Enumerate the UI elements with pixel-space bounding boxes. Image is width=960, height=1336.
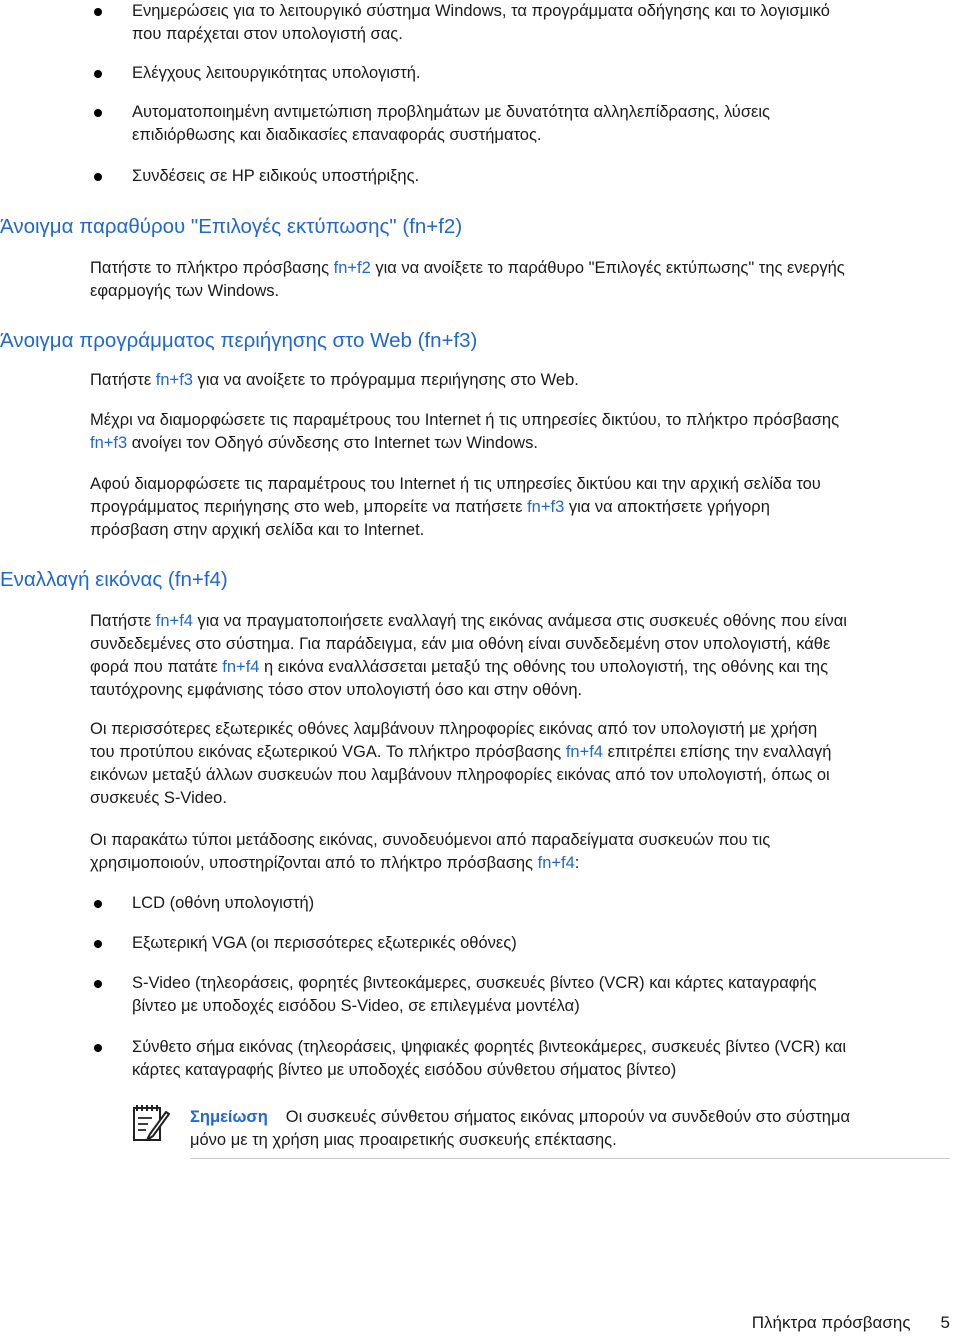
list-item: Συνδέσεις σε HP ειδικούς υποστήριξης. <box>0 165 960 188</box>
list-item: Ενημερώσεις για το λειτουργικό σύστημα Windows, τα προγράμματα οδήγησης και το λογισμικό που παρέχεται στον υπολογιστή σας. <box>0 0 960 46</box>
bullet-icon <box>94 1044 102 1052</box>
note-box <box>132 1100 954 1162</box>
key-combo: fn+f4 <box>565 743 603 761</box>
key-combo: fn+f3 <box>155 371 193 389</box>
paragraph: Πατήστε το πλήκτρο πρόσβασης fn+f2 για να ανοίξετε το παράθυρο "Επιλογές εκτύπωσης" της ενεργής εφαρμογής των Windows. <box>90 259 845 300</box>
key-combo: fn+f2 <box>333 259 371 277</box>
list-item: Εξωτερική VGA (οι περισσότερες εξωτερικές οθόνες) <box>0 932 960 955</box>
section-heading-print-options: Άνοιγμα παραθύρου "Επιλογές εκτύπωσης" (fn+f2) <box>0 215 463 238</box>
bullet-icon <box>94 8 102 16</box>
bullet-icon <box>94 173 102 181</box>
list-item: Αυτοματοποιημένη αντιμετώπιση προβλημάτων με δυνατότητα αλληλεπίδρασης, λύσεις επιδιόρθωσης και διαδικασίες επαναφοράς συστήματος. <box>0 101 960 147</box>
note-text: Σημείωση Οι συσκευές σύνθετου σήματος εικόνας μπορούν να συνδεθούν στο σύστημα μόνο με τη χρήση μιας προαιρετικής συσκευής επέκτασης. <box>190 1106 950 1159</box>
page-footer <box>752 1311 950 1334</box>
bullet-icon <box>94 70 102 78</box>
key-combo: fn+f4 <box>222 658 260 676</box>
paragraph: Οι παρακάτω τύποι μετάδοσης εικόνας, συνοδευόμενοι από παραδείγματα συσκευών που τις χρησιμοποιούν, υποστηρίζονται από το πλήκτρο πρόσβασης fn+f4: <box>90 831 771 872</box>
section-heading-display-switch: Εναλλαγή εικόνας (fn+f4) <box>0 568 228 591</box>
note-label: Σημείωση <box>190 1108 268 1126</box>
list-item: LCD (οθόνη υπολογιστή) <box>0 892 960 915</box>
key-combo: fn+f3 <box>527 498 565 516</box>
key-combo: fn+f3 <box>90 434 128 452</box>
key-combo: fn+f4 <box>155 612 193 630</box>
paragraph: Μέχρι να διαμορφώσετε τις παραμέτρους του Internet ή τις υπηρεσίες δικτύου, το πλήκτρο πρόσβασης fn+f3 ανοίγει τον Οδηγό σύνδεσης στο Internet των Windows. <box>90 411 840 452</box>
bullet-icon <box>94 940 102 948</box>
list-item: Ελέγχους λειτουργικότητας υπολογιστή. <box>0 62 960 85</box>
section-heading-web-browser: Άνοιγμα προγράμματος περιήγησης στο Web (fn+f3) <box>0 329 478 352</box>
key-combo: fn+f4 <box>537 854 575 872</box>
paragraph: Πατήστε fn+f3 για να ανοίξετε το πρόγραμμα περιήγησης στο Web. <box>90 371 579 389</box>
bullet-icon <box>94 900 102 908</box>
paragraph: Πατήστε fn+f4 για να πραγματοποιήσετε εναλλαγή της εικόνας ανάμεσα στις συσκευές οθόνης που είναι συνδεδεμένες στο σύστημα. Για παράδειγμα, εάν μια οθόνη είναι συνδεδεμένη στον υπολογιστή, κάθε φορά που πατάτε fn+f4 η εικόνα εναλλάσσεται μεταξύ της οθόνης του υπολογιστή, της οθόνης και της ταυτόχρονης εμφάνισης τόσο στον υπολογιστή όσο και στην οθόνη. <box>90 612 847 699</box>
note-pencil-icon <box>132 1102 170 1144</box>
footer-section-title: Πλήκτρα πρόσβασης <box>751 1313 911 1332</box>
paragraph: Αφού διαμορφώσετε τις παραμέτρους του Internet ή τις υπηρεσίες δικτύου και την αρχική σελίδα του προγράμματος περιήγησης στο web, μπορείτε να πατήσετε fn+f3 για να αποκτήσετε γρήγορη πρόσβαση στην αρχική σελίδα και το Internet. <box>90 475 821 539</box>
list-item: S-Video (τηλεοράσεις, φορητές βιντεοκάμερες, συσκευές βίντεο (VCR) και κάρτες καταγραφής βίντεο με υποδοχές εισόδου S-Video, σε επιλεγμένα μοντέλα) <box>0 972 960 1018</box>
bullet-icon <box>94 980 102 988</box>
list-item: Σύνθετο σήμα εικόνας (τηλεοράσεις, ψηφιακές φορητές βιντεοκάμερες, συσκευές βίντεο (VCR) και κάρτες καταγραφής βίντεο με υποδοχές εισόδου σύνθετου σήματος βίντεο) <box>0 1036 960 1082</box>
paragraph: Οι περισσότερες εξωτερικές οθόνες λαμβάνουν πληροφορίες εικόνας από τον υπολογιστή με χρήση του προτύπου εικόνας εξωτερικού VGA. Το πλήκτρο πρόσβασης fn+f4 επιτρέπει επίσης την εναλλαγή εικόνων μεταξύ άλλων συσκευών που λαμβάνουν πληροφορίες εικόνας από τον υπολογιστή, όπως οι συσκευές S-Video. <box>90 720 832 807</box>
page-number: 5 <box>940 1313 950 1332</box>
bullet-icon <box>94 109 102 117</box>
